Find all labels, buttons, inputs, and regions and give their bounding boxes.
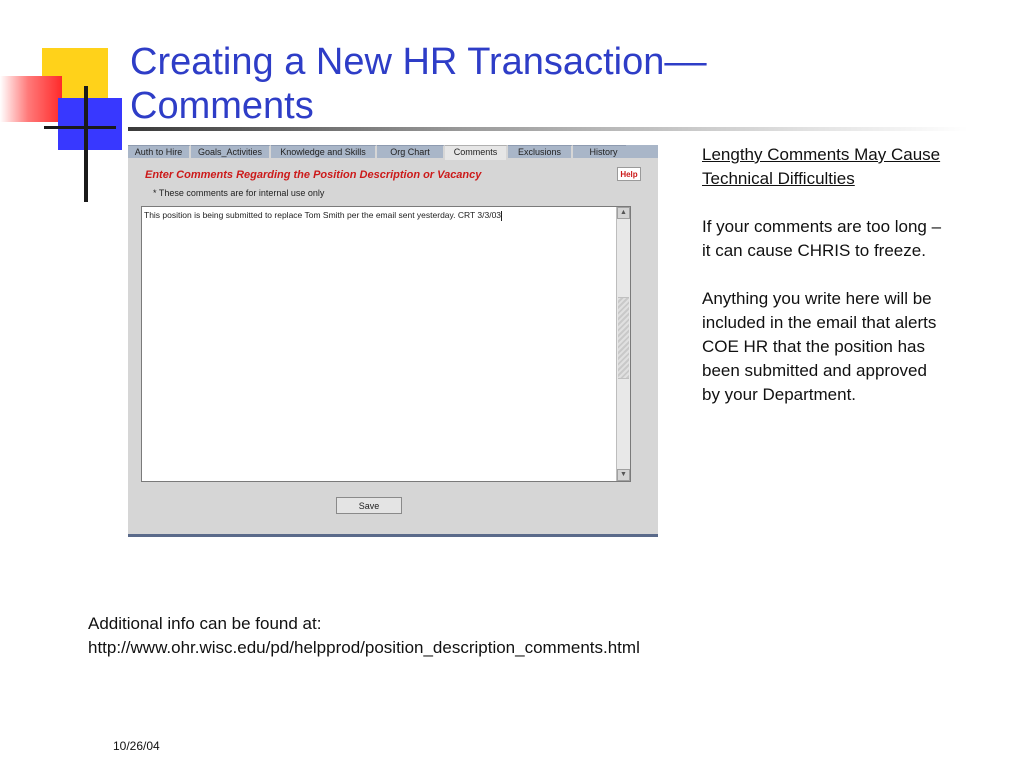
slide-date: 10/26/04 [113,739,160,753]
scrollbar-thumb[interactable] [618,297,629,379]
tab-exclusions[interactable]: Exclusions [508,145,573,158]
tab-bar-filler [626,145,658,158]
tab-knowledge-skills[interactable]: Knowledge and Skills [271,145,377,158]
text-cursor [501,211,502,221]
save-button[interactable]: Save [336,497,402,514]
tab-goals-activities[interactable]: Goals_Activities [191,145,271,158]
scroll-up-arrow-icon[interactable]: ▲ [617,207,630,219]
slide-title-line1: Creating a New HR Transaction–– [130,41,707,83]
tab-auth-to-hire[interactable]: Auth to Hire [128,145,191,158]
slide-title-line2: Comments [130,85,314,127]
decor-red-block [0,76,62,122]
tab-comments[interactable]: Comments [445,145,508,160]
decor-horizontal-line [44,126,116,129]
additional-info [88,612,640,660]
additional-info-label: Additional info can be found at: [88,614,322,633]
notes-paragraph-1: If your comments are too long – it can cause CHRIS to freeze. [702,217,942,260]
notes-paragraph-2: Anything you write here will be included in the email that alerts COE HR that the position has been submitted and approved by your Department. [702,289,937,404]
comments-value: This position is being submitted to replace Tom Smith per the email sent yesterday. CRT 3/3/03 [144,210,502,220]
comments-textarea[interactable] [141,206,631,482]
slide-title [130,40,990,128]
tab-history[interactable]: History [573,145,636,158]
decor-vertical-line [84,86,88,202]
tab-org-chart[interactable]: Org Chart [377,145,445,158]
comments-text[interactable] [144,210,502,221]
notes-heading: Lengthy Comments May Cause Technical Difficulties [702,145,941,188]
comments-scrollbar[interactable] [616,207,630,481]
additional-info-url: http://www.ohr.wisc.edu/pd/helpprod/position_description_comments.html [88,638,640,657]
app-screenshot-panel [128,145,658,537]
scroll-down-arrow-icon[interactable]: ▼ [617,469,630,481]
notes-panel [702,143,942,431]
decor-blue-square [58,98,122,150]
help-button[interactable]: Help [617,167,641,181]
form-heading: Enter Comments Regarding the Position Description or Vacancy [145,169,482,181]
internal-use-note: * These comments are for internal use only [153,188,325,198]
tab-bar [128,145,636,159]
